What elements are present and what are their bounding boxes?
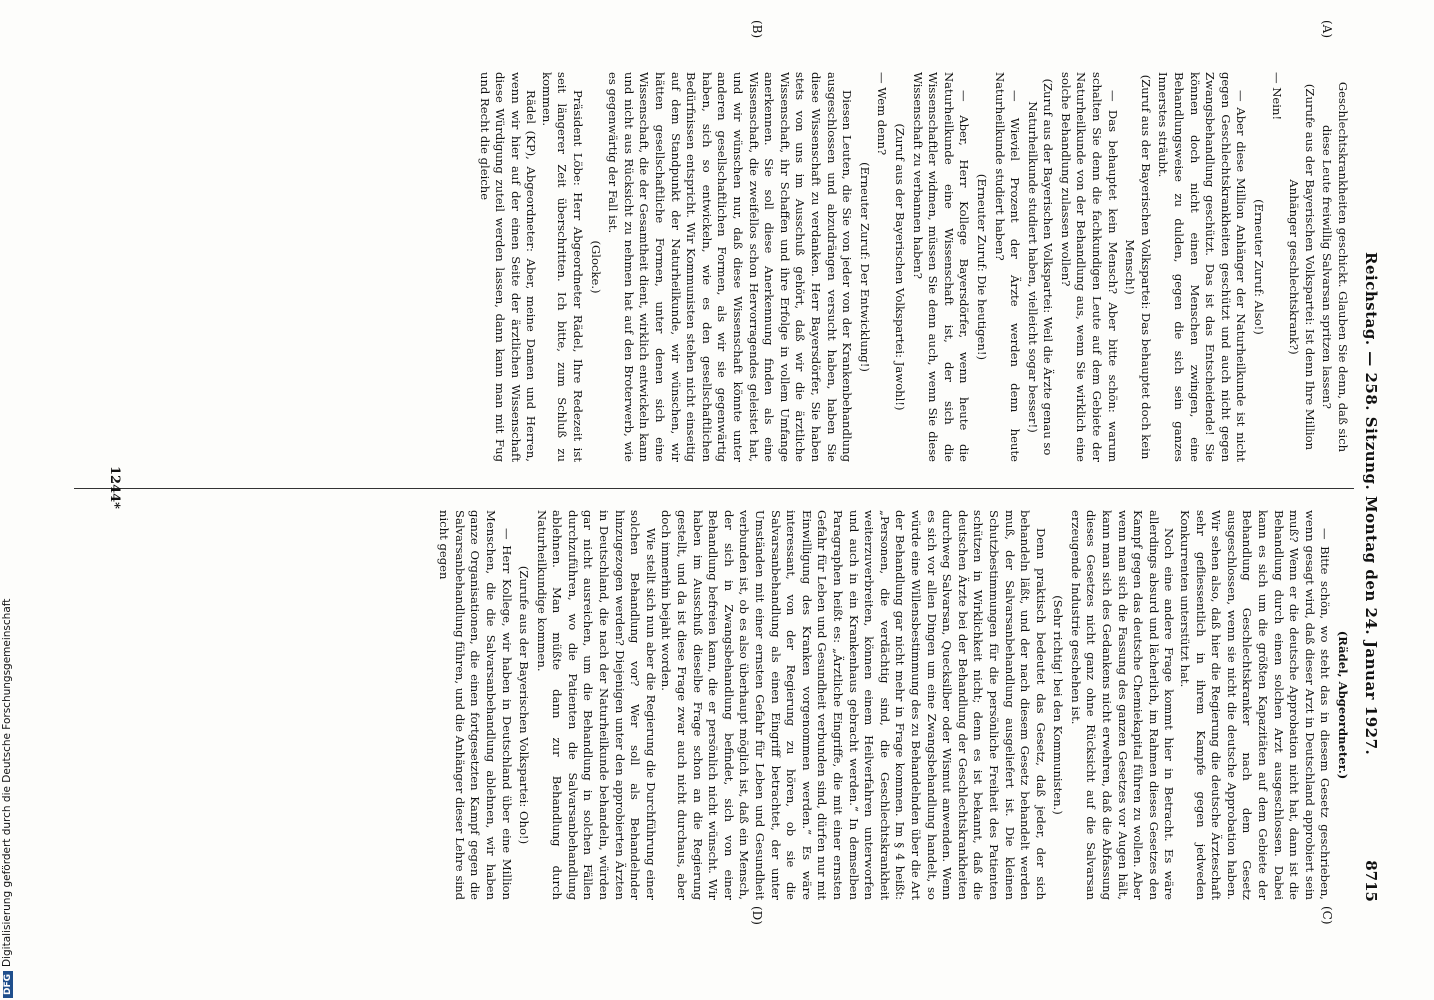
interjection: (Erneuter Zuruf: Also!) [1252,199,1267,335]
page-header [1358,72,1378,902]
paragraph-president: Präsident Löbe: Herr Abgeordneter Rädel, Ihre Redezeit ist seit längerer Zeit überschritten. Ich bitte, zum Schluß zu kommen. [539,72,586,462]
interjection: (Zurufe aus der Bayerischen Volkspartei: Oho!) [517,565,532,845]
column-right [436,510,1352,900]
margin-mark-b: (B) [750,20,764,39]
paragraph-speaker: Rädel (KP), Abgeordneter: Aber, meine Damen und Herren, wenn wir hier auf der einen Seite der ärztlichen Wissenschaft diese Würdigung zuteil werden lassen, dann kann man mit Fug und Recht die gleiche [477,72,539,462]
paragraph: — Herr Kollege, wir haben in Deutschland über eine Million Menschen, die die Salvarsanbehandlung ablehnen, wir haben ganze Organisationen, die einen fortgesetzten Kampf gegen die Salvarsanbehandlung führen, und die Anhänger dieser Lehre sind nicht gegen [437,510,514,900]
page-number: 8715 [1362,860,1380,902]
interjection: (Zuruf aus der Bayerischen Volkspartei: Weil die Ärzte genau so Naturheilkunde studiert haben, vielleicht sogar besser!) [1025,78,1056,456]
column-left [476,72,1352,462]
dfg-logo: DFG [3,971,13,998]
paragraph: — Aber diese Million Anhänger der Naturheilkunde ist nicht gegen Geschlechtskrankheiten geschützt und auch nicht gegen Zwangsbehandlung geschützt. Das ist das Entscheidende! Sie können doch nicht einen Menschen zwingen, eine Behandlungsweise zu dulden, gegen die sich sein ganzes Innerstes sträubt. [1156,72,1249,462]
interjection: (Zurufe aus der Bayerischen Volkspartei: Ist denn Ihre Million Anhänger geschlechtskrank?) [1287,83,1317,451]
margin-mark-d: (D) [750,906,764,925]
margin-mark-c: (C) [1320,906,1334,925]
digitization-credit [1,578,13,998]
interjection: (Erneuter Zuruf: Der Entwicklung!) [857,162,872,372]
paragraph: — Nein! [1269,72,1284,121]
paragraph: — Bitte schön, wo steht das in diesem Gesetz geschrieben, wenn gesagt wird, daß dieser Arzt in Deutschland approbiert sein muß? Wenn er die deutsche Approbation nicht hat, dann ist die Behandlung durch einen solchen Arzt ausgeschlossen. Dabei kann es sich um die größten Kapazitäten auf dem Gebiete der Behandlung Geschlechtskranker nach dem Gesetz ausgeschlossen, wenn sie nicht die deutsche Approbation haben. Wir sehen also, daß hier die Regierung die deutsche Ärzteschaft sehr gefliessentlich in ihrem Kampfe gegen jedweden Konkurrenten unterstützt hat. [1178,510,1333,900]
paragraph: Denn praktisch bedeutet das Gesetz, daß jeder, der sich behandeln läßt, und der nach diesem Gesetz behandelt werden muß, der Salvarsanbehandlung ausgeliefert ist. Die kleinen Schutzbestimmungen für die persönliche Freiheit des Patienten schützen in Wirklichkeit nicht; denn es ist bekannt, daß die deutschen Ärzte bei der Behandlung der Geschlechtskrankheiten durchweg Salvarsan, Quecksilber oder Wismut anwenden. Wenn es sich vor allen Dingen um eine Zwangsbehandlung handelt, so würde eine Willensbestimmung des zu Behandelnden über die Art der Behandlung gar nicht mehr in Frage kommen. Im § 4 heißt: „Personen, die verdächtig sind, die Geschlechtskrankheit weiterzuverbreiten, können einem Heilverfahren unterworfen und auch in ein Krankenhaus gebracht werden.“ In demselben Paragraphen heißt es: „Ärztliche Eingriffe, die mit einer ernsten Gefahr für Leben und Gesundheit verbunden sind, dürfen nur mit Einwilligung des Kranken vorgenommen werden.“ Es wäre interessant, von der Regierung zu hören, ob sie die Salvarsanbehandlung als einen Eingriff betrachtet, der unter Umständen mit einer ernsten Gefahr für Leben und Gesundheit verbunden ist, ob es also überhaupt möglich ist, daß ein Mensch, der sich in Zwangsbehandlung befindet, sich von einer Behandlung befreien kann, die er persönlich nicht wünscht. Wir haben im Ausschuß dieselbe Frage schon an die Regierung gestellt, und da ist diese Frage zwar auch nicht durchaus, aber doch immerhin bejaht worden. [659,510,1048,900]
paragraph: — Wem denn? [875,72,890,156]
speaker-header: (Rädel, Abgeordneter.) [1336,630,1350,780]
credit-text: Digitalisierung gefördert durch die Deutsche Forschungsgemeinschaft [1,598,13,967]
interjection: (Sehr richtig! bei den Kommunisten.) [1051,595,1066,815]
margin-mark-a: (A) [1320,20,1334,39]
paragraph: Diesen Leuten, die Sie von jeder von der Krankenbehandlung ausgeschlossen und abzudrängen versucht haben, haben Sie diese Wissenschaft zu verdanken. Herr Bayersdörfer, Sie haben stets von uns im Ausschuß gehört, daß wir die ärztliche Wissenschaft, ihr Schaffen und ihre Erfolge in vollem Umfange anerkennen. Sie soll diese Anerkennung finden als eine Wissenschaft, die zweifellos schon Hervorragendes geleistet hat, und wir wünschen nur, daß diese Wissenschaft könnte unter anderen gesellschaftlichen Formen, als wir sie gegenwärtig haben, sich so entwickeln, wie es den gesellschaftlichen Bedürfnissen entspricht. Wir Kommunisten stehen nicht einseitig auf dem Standpunkt der Naturheilkunde, wir wünschen, wir hätten gesellschaftliche Formen, unter denen sich eine Wissenschaft, die der Gesamtheit dient, wirklich entwickeln kann und nicht aus Rücksicht zu nehmen hat auf den Broterwerb, wie es gegenwärtig der Fall ist. [606,72,855,462]
interjection: (Glocke.) [588,240,603,294]
paragraph: — Das behauptet kein Mensch? Aber bitte schön: warum schalten Sie denn die fachkundigen Leute auf dem Gebiete der Naturheilkunde von der Behandlung aus, wenn Sie wirklich eine solche Behandlung zulassen wollen? [1058,72,1120,462]
sheet-number: 1244* [107,466,122,509]
paragraph: — Aber, Herr Kollege Bayersdörfer, wenn heute die Naturheilkunde eine Wissenschaft ist, der sich die Wissenschaftler widmen, müssen Sie denn auch, wenn Sie diese Wissenschaft zu verbannen haben? [910,72,972,462]
interjection: (Zuruf aus der Bayerischen Volkspartei: Jawohl!) [892,123,907,411]
paragraph: — Wieviel Prozent der Ärzte werden denn heute Naturheilkunde studiert haben? [992,72,1023,462]
interjection: (Zuruf aus der Bayerischen Volkspartei: Das behauptet doch kein Mensch!) [1123,74,1153,460]
speaker-header: Geschlechtskrankheiten geschickt. Glauben Sie denn, daß sich diese Leute freiwillig Salvarsan spritzen lassen? [1320,81,1350,453]
header-title: Reichstag. — 258. Sitzung. Montag den 24. Januar 1927. [1362,252,1380,756]
column-divider [74,488,1354,489]
paragraph: Noch eine andere Frage kommt hier in Betracht. Es wäre allerdings absurd und lächerlich, im Rahmen dieses Gesetzes den Kampf gegen das deutsche Chemiekapital führen zu wollen. Aber wenn man sich die Fassung des ganzen Gesetzes vor Augen hält, kann man sich des Gedankens nicht erwehren, daß die Abfassung dieses Gesetzes nicht ganz ohne Rücksicht auf die Salvarsan erzeugende Industrie geschehen ist. [1068,510,1177,900]
interjection: (Erneuter Zuruf: Die heutigen!) [974,173,989,361]
paragraph: Wie stellt sich nun aber die Regierung die Durchführung einer solchen Behandlung vor? Wer soll als Behandelnder hinzugezogen werden? Diejenigen unter den approbierten Ärzten in Deutschland, die nach der Naturheilkunde behandeln, würden gar nicht ausreichen, um die Behandlung in solchen Fällen durchzuführen, wo die Patienten die Salvarsanbehandlung ablehnen. Man müßte dann zur Behandlung durch Naturheilkundige kommen. [534,510,658,900]
